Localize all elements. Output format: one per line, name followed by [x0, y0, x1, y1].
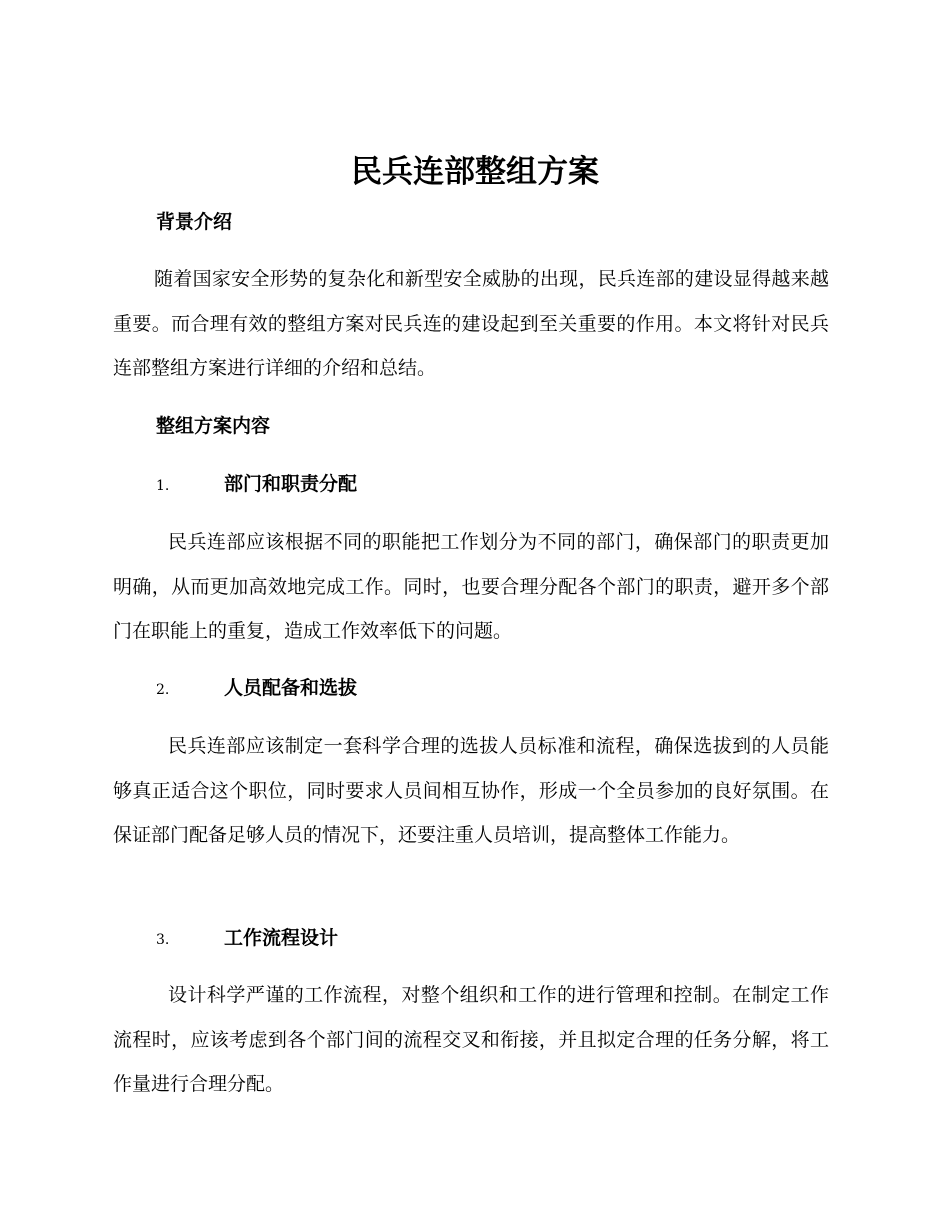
section-heading-content: 整组方案内容 — [156, 415, 271, 437]
document-title: 民兵连部整组方案 — [351, 154, 599, 190]
item-title: 人员配备和选拔 — [224, 677, 358, 699]
item-title: 工作流程设计 — [224, 927, 339, 949]
item-title: 部门和职责分配 — [224, 473, 358, 495]
item-number: 2. — [156, 682, 170, 698]
item-3-paragraph: 设计科学严谨的工作流程，对整个组织和工作的进行管理和控制。在制定工作流程时，应该考虑到各个部门间的流程交叉和衔接，并且拟定合理的任务分解，将工作量进行合理分配。 — [113, 984, 829, 1095]
item-number: 1. — [156, 478, 170, 494]
item-1-paragraph: 民兵连部应该根据不同的职能把工作划分为不同的部门，确保部门的职责更加明确，从而更加高效地完成工作。同时，也要合理分配各个部门的职责，避开多个部门在职能上的重复，造成工作效率低下的问题。 — [113, 531, 829, 642]
item-2-paragraph: 民兵连部应该制定一套科学合理的选拔人员标准和流程，确保选拔到的人员能够真正适合这个职位，同时要求人员间相互协作，形成一个全员参加的良好氛围。在保证部门配备足够人员的情况下，还要注重人员培训，提高整体工作能力。 — [113, 735, 829, 846]
item-number: 3. — [156, 932, 170, 948]
section-heading-background: 背景介绍 — [156, 211, 233, 233]
background-paragraph: 随着国家安全形势的复杂化和新型安全威胁的出现，民兵连部的建设显得越来越重要。而合理有效的整组方案对民兵连的建设起到至关重要的作用。本文将针对民兵连部整组方案进行详细的介绍和总结。 — [113, 268, 829, 379]
